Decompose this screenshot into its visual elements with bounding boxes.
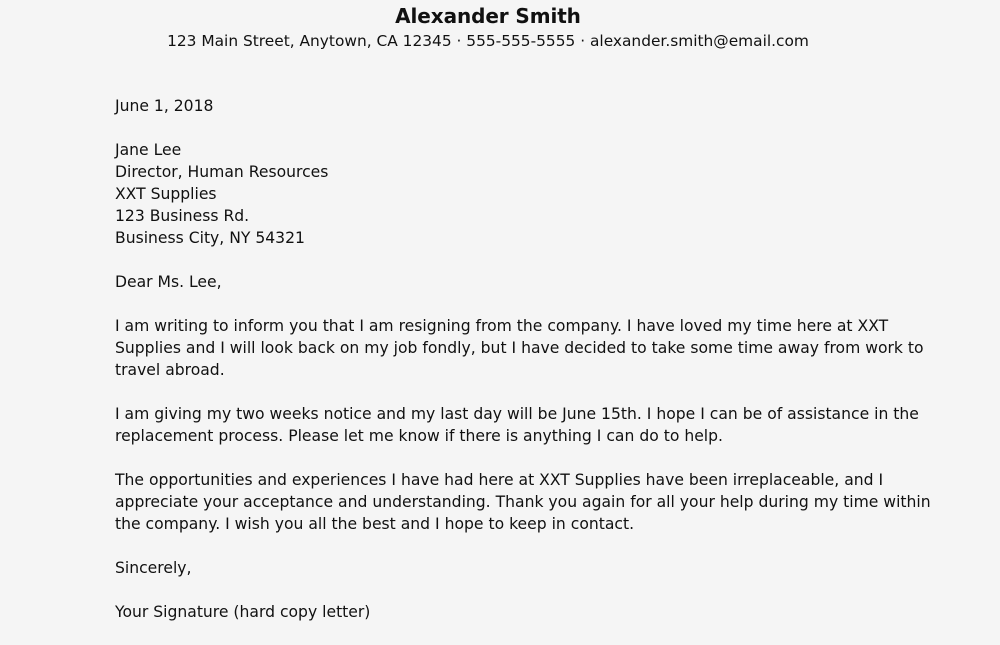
- sender-name: Alexander Smith: [395, 4, 581, 28]
- paragraph-line: I am giving my two weeks notice and my last day will be June 15th. I hope I can be of assistance in the: [115, 405, 919, 423]
- paragraph-line: the company. I wish you all the best and I hope to keep in contact.: [115, 515, 635, 533]
- recipient-name: Jane Lee: [115, 141, 182, 159]
- letter-body: [115, 95, 931, 645]
- letter-date: June 1, 2018: [115, 97, 214, 115]
- salutation: Dear Ms. Lee,: [115, 273, 222, 291]
- letter-header: [0, 2, 976, 52]
- body-paragraph-3: [115, 469, 931, 535]
- recipient-address-block: [115, 139, 895, 249]
- salutation-block: [115, 271, 895, 293]
- paragraph-line: I am writing to inform you that I am resigning from the company. I have loved my time here at XXT: [115, 317, 889, 335]
- paragraph-line: replacement process. Please let me know if there is anything I can do to help.: [115, 427, 723, 445]
- paragraph-line: travel abroad.: [115, 361, 225, 379]
- body-paragraph-2: [115, 403, 919, 447]
- recipient-company: XXT Supplies: [115, 185, 217, 203]
- paragraph-line: Supplies and I will look back on my job fondly, but I have decided to take some time away from work to: [115, 339, 924, 357]
- signature: Your Signature (hard copy letter): [115, 603, 371, 621]
- signature-block: [115, 601, 895, 623]
- letter-date-block: [115, 95, 895, 117]
- sender-contact-info: 123 Main Street, Anytown, CA 12345 · 555-555-5555 · alexander.smith@email.com: [167, 32, 809, 50]
- paragraph-line: appreciate your acceptance and understanding. Thank you again for all your help during my time within: [115, 493, 931, 511]
- body-paragraph-1: [115, 315, 924, 381]
- recipient-street: 123 Business Rd.: [115, 207, 250, 225]
- recipient-title: Director, Human Resources: [115, 163, 329, 181]
- closing-block: [115, 557, 895, 579]
- recipient-city: Business City, NY 54321: [115, 229, 305, 247]
- closing: Sincerely,: [115, 559, 192, 577]
- paragraph-line: The opportunities and experiences I have had here at XXT Supplies have been irreplaceable, and I: [115, 471, 884, 489]
